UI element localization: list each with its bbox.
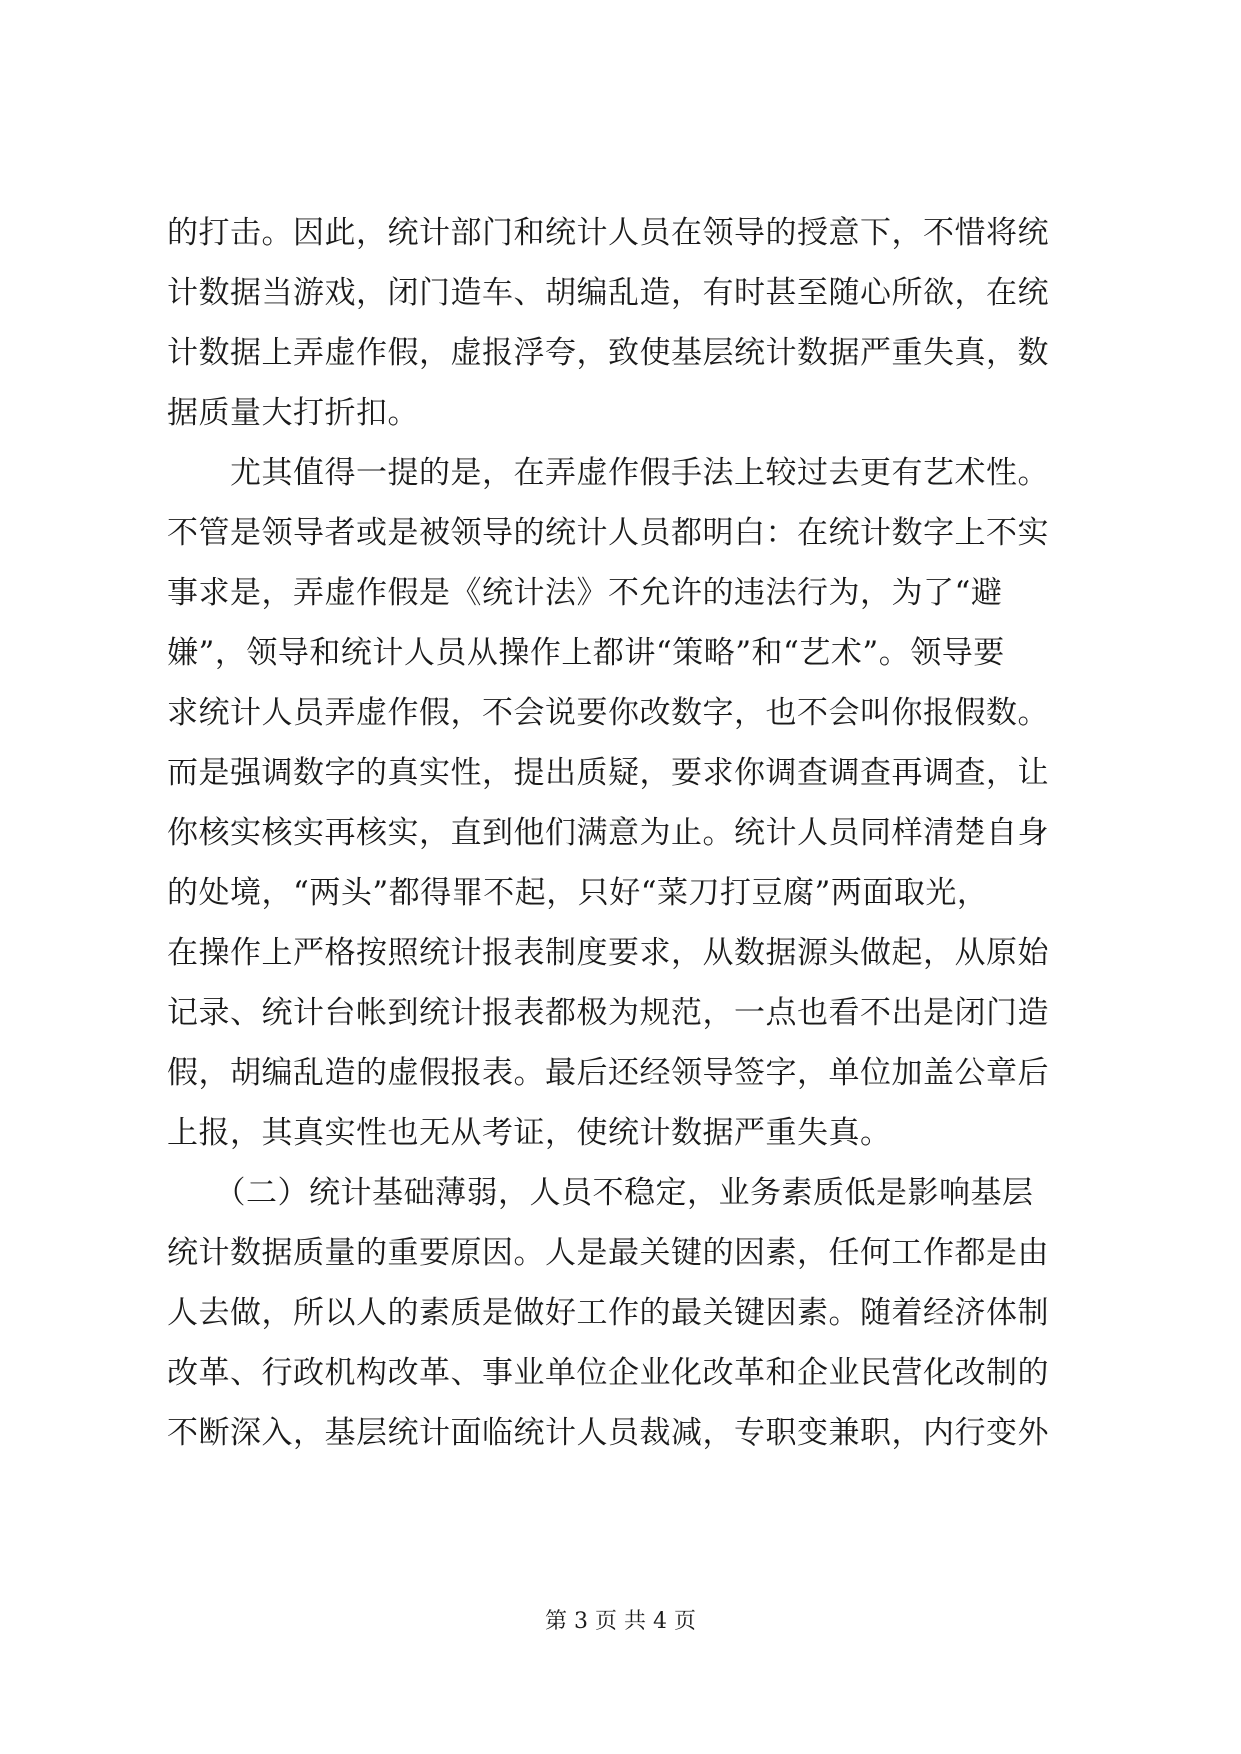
text-line: 计数据当游戏，闭门造车、胡编乱造，有时甚至随心所欲，在统 [167, 275, 1049, 311]
text-line: 事求是，弄虚作假是《统计法》不允许的违法行为，为了“避 [167, 575, 1003, 611]
text-line: 嫌”，领导和统计人员从操作上都讲“策略”和“艺术”。领导要 [167, 635, 1005, 671]
text-line: 人去做，所以人的素质是做好工作的最关键因素。随着经济体制 [167, 1295, 1049, 1331]
text-line: 据质量大打折扣。 [167, 395, 419, 431]
text-line: 的处境，“两头”都得罪不起，只好“菜刀打豆腐”两面取光， [167, 875, 989, 911]
text-line: 上报，其真实性也无从考证，使统计数据严重失真。 [167, 1115, 892, 1151]
text-line: 统计数据质量的重要原因。人是最关键的因素，任何工作都是由 [167, 1235, 1049, 1271]
text-line: （二）统计基础薄弱，人员不稳定，业务素质低是影响基层 [167, 1175, 1034, 1211]
text-line: 求统计人员弄虚作假，不会说要你改数字，也不会叫你报假数。 [167, 695, 1049, 731]
text-line: 你核实核实再核实，直到他们满意为止。统计人员同样清楚自身 [167, 815, 1049, 851]
text-line: 尤其值得一提的是，在弄虚作假手法上较过去更有艺术性。 [167, 455, 1049, 491]
text-line: 假，胡编乱造的虚假报表。最后还经领导签字，单位加盖公章后 [167, 1055, 1049, 1091]
text-line: 不断深入，基层统计面临统计人员裁减，专职变兼职，内行变外 [167, 1415, 1049, 1451]
text-line: 计数据上弄虚作假，虚报浮夸，致使基层统计数据严重失真，数 [167, 335, 1049, 371]
text-line: 的打击。因此，统计部门和统计人员在领导的授意下，不惜将统 [167, 215, 1049, 251]
text-line: 而是强调数字的真实性，提出质疑，要求你调查调查再调查，让 [167, 755, 1049, 791]
text-line: 在操作上严格按照统计报表制度要求，从数据源头做起，从原始 [167, 935, 1049, 971]
text-line: 记录、统计台帐到统计报表都极为规范，一点也看不出是闭门造 [167, 995, 1049, 1031]
text-line: 改革、行政机构改革、事业单位企业化改革和企业民营化改制的 [167, 1355, 1049, 1391]
text-line: 不管是领导者或是被领导的统计人员都明白：在统计数字上不实 [167, 515, 1049, 551]
page-number-footer: 第 3 页 共 4 页 [545, 1609, 696, 1634]
